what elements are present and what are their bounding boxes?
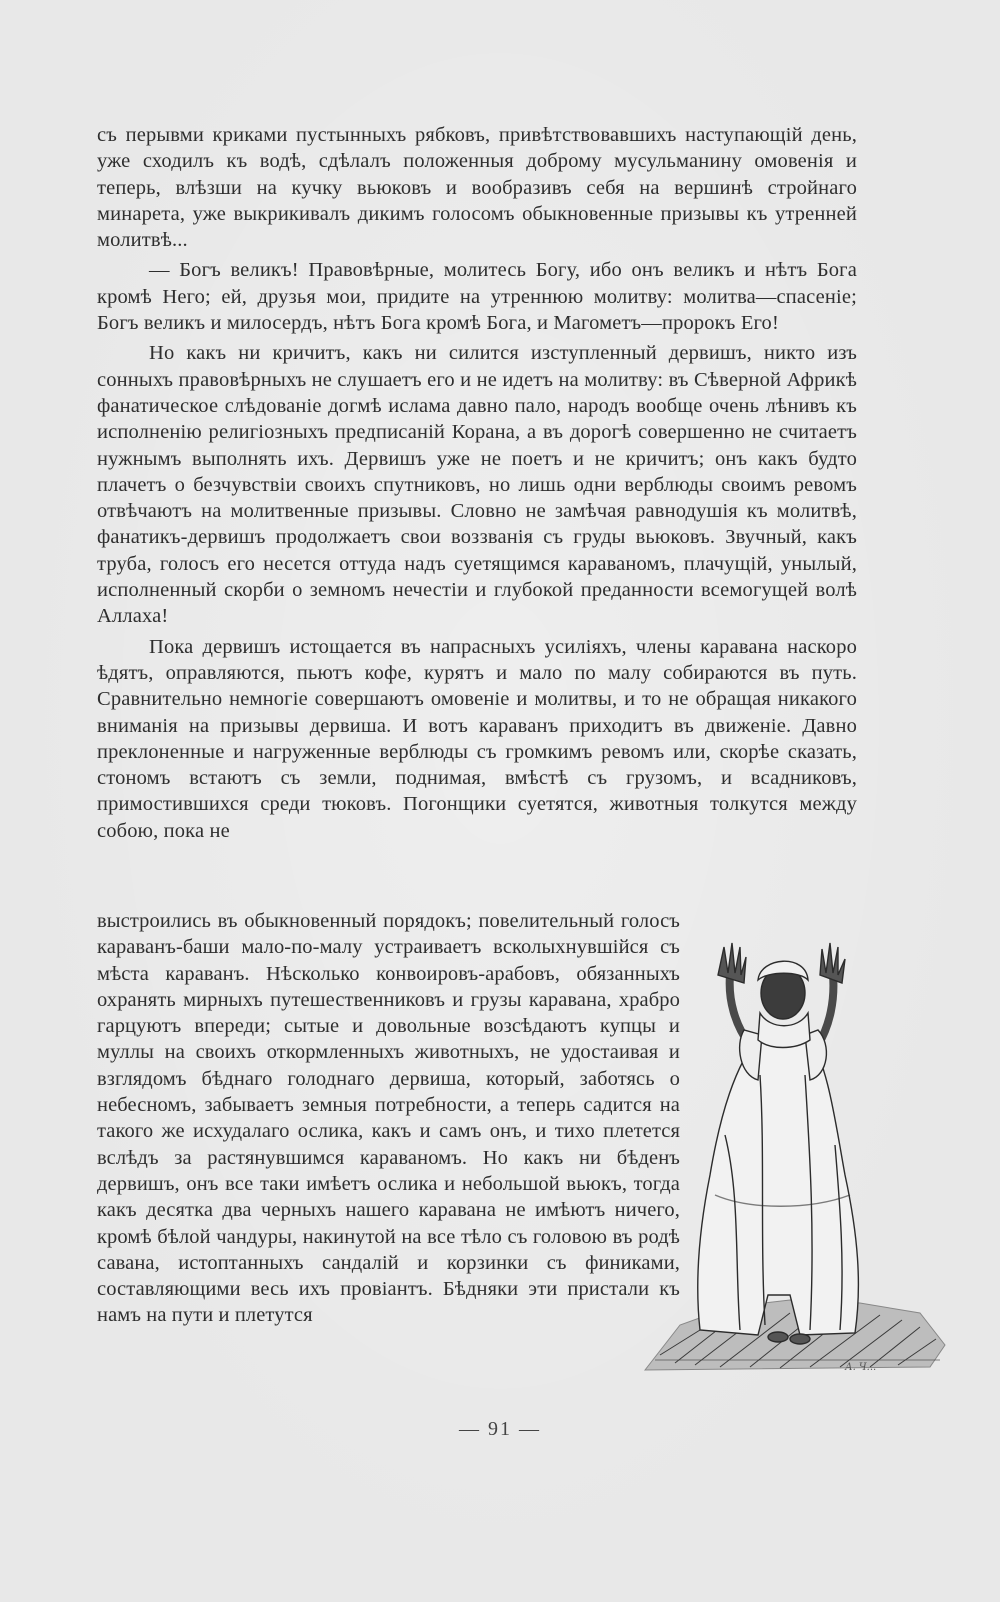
- paragraph-4-continued: выстроились въ обыкновенный порядокъ; повелительный голосъ караванъ-баши мало-по-малу устраиваетъ всколыхнувшійся съ мѣста караванъ. Нѣсколько конвоировъ-арабовъ, обязанныхъ охранять мирныхъ путешественниковъ и грузы каравана, храбро гарцуютъ впереди; сытые и довольные возсѣдаютъ купцы и муллы на своихъ откормленныхъ животныхъ, не удостаивая и взглядомъ бѣднаго голоднаго дервиша, который, заботясь о небесномъ, забываетъ земныя потребности, а теперь садится на такого же исхудалаго ослика, какъ и самъ онъ, и тихо плетется вслѣдъ за растянувшимся караваномъ. Но какъ ни бѣденъ дервишъ, онъ все таки имѣетъ ослика и небольшой вьюкъ, тогда какъ десятка два черныхъ нашего каравана не имѣютъ ничего, кромѣ бѣлой чандуры, накинутой на все тѣло съ головою въ родѣ савана, истоптанныхъ сандалій и корзинки съ финиками, составляющими весь ихъ провіантъ. Бѣдняки эти пристали къ намъ на пути и плетутся: [97, 910, 680, 1327]
- illustrator-signature: А. Ч...: [845, 1362, 877, 1373]
- paragraph-3: Но какъ ни кричитъ, какъ ни силится изступленный дервишъ, никто изъ сонныхъ правовѣрныхъ не слушаетъ его и не идетъ на молитву: въ Сѣверной Африкѣ фанатическое слѣдованіе догмѣ ислама давно пало, народъ вообще очень лѣнивъ къ исполненію религіозныхъ предписаній Корана, а въ дорогѣ совершенно не считаетъ нужнымъ выполнять ихъ. Дервишъ уже не поетъ и не кричитъ; онъ какъ будто плачетъ о безчувствіи своихъ спутниковъ, но лишь одни верблюды своимъ ревомъ отвѣчаютъ на молитвенные призывы. Словно не замѣчая равнодушія къ молитвѣ, фанатикъ-дервишъ продолжаетъ свои воззванія съ груды вьюковъ. Звучный, какъ труба, голосъ его несется оттуда надъ суетящимся караваномъ, плачущій, унылый, исполненный скорби о земномъ нечестіи и глубокой преданности всемогущей волѣ Аллаха!: [97, 342, 857, 628]
- paragraph-2: — Богъ великъ! Правовѣрные, молитесь Богу, ибо онъ великъ и нѣтъ Бога кромѣ Него; ей, друзья мои, придите на утреннюю молитву: молитва—спасеніе; Богъ великъ и милосердъ, нѣтъ Бога кромѣ Бога, и Магометъ—пророкъ Его!: [97, 259, 857, 335]
- page-number: — 91 —: [459, 1418, 541, 1440]
- text-wrapped-beside-illustration: [97, 908, 680, 1329]
- main-text-column: [97, 122, 857, 844]
- paragraph-1: съ перывми криками пустынныхъ рябковъ, привѣтствовавшихъ наступающій день, уже сходилъ къ водѣ, сдѣлалъ положенныя доброму мусульманину омовенія и теперь, влѣзши на кучку вьюковъ и вообразивъ себя на вершинѣ стройнаго минарета, уже выкрикивалъ дикимъ голосомъ обыкновенные призывы къ утренней молитвѣ...: [97, 124, 857, 252]
- dervish-figure: [698, 943, 859, 1344]
- dervish-illustration: [640, 935, 960, 1385]
- paragraph-4: Пока дервишъ истощается въ напрасныхъ усиліяхъ, члены каравана наскоро ѣдятъ, оправляются, пьютъ кофе, курятъ и мало по малу собираются въ путь. Сравнительно немногіе совершаютъ омовеніе и молитвы, и то не обращая никакого вниманія на призывы дервиша. И вотъ караванъ приходитъ въ движеніе. Давно преклоненные и нагруженные верблюды съ громкимъ ревомъ или, скорѣе сказать, стономъ встаютъ съ земли, поднимая, вмѣстѣ съ грузомъ, и всадниковъ, примостившихся среди тюковъ. Погонщики суетятся, животныя толкутся между собою, пока не: [97, 635, 857, 842]
